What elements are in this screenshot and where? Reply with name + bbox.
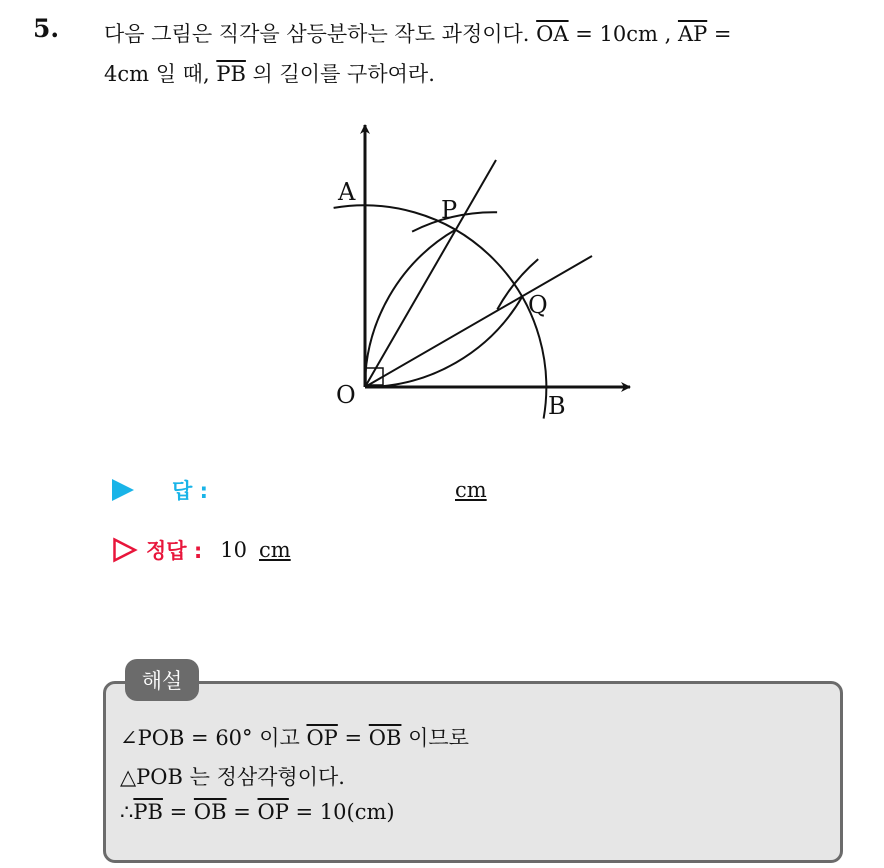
- explanation-text: ∠POB = 60° 이고: [120, 726, 307, 750]
- label-a: A: [338, 178, 356, 206]
- segment-pb: $\overline{PB}$: [133, 800, 163, 824]
- explanation-text: =: [162, 800, 194, 824]
- correct-answer-label: 정답 :: [146, 539, 203, 563]
- explanation-text: =: [226, 800, 258, 824]
- play-filled-icon: [112, 479, 134, 501]
- segment-ob: $\overline{OB}$: [193, 800, 227, 824]
- answer-label: 답 :: [172, 479, 208, 503]
- question-text: 4cm 일 때,: [104, 62, 217, 86]
- segment-pb: $\overline{PB}$: [216, 62, 246, 86]
- play-outline-icon: [112, 537, 138, 563]
- ray-oq: [365, 256, 592, 387]
- question-line-1: [104, 18, 732, 48]
- segment-op: $\overline{OP}$: [257, 800, 289, 824]
- ray-op: [365, 160, 496, 387]
- correct-answer-row: [112, 535, 291, 565]
- correct-answer-value: 10: [220, 538, 248, 562]
- segment-ap: $\overline{AP}$: [677, 22, 708, 46]
- question-line-2: [104, 58, 435, 88]
- explanation-line-2: △POB 는 정삼각형이다.: [120, 765, 345, 789]
- explanation-text: 이므로: [401, 726, 469, 750]
- correct-answer-unit: cm: [259, 538, 291, 562]
- explanation-text: =: [337, 726, 369, 750]
- explanation-text: = 10(cm): [288, 800, 395, 824]
- segment-ob: $\overline{OB}$: [368, 726, 402, 750]
- answer-row: [112, 475, 208, 505]
- label-b: B: [548, 392, 566, 420]
- question-text: = 10cm ,: [568, 22, 678, 46]
- construction-figure: [320, 118, 640, 428]
- question-text: 의 길이를 구하여라.: [245, 62, 435, 86]
- question-number: 5.: [33, 14, 60, 43]
- question-text: 다음 그림은 직각을 삼등분하는 작도 과정이다.: [104, 22, 537, 46]
- label-q: Q: [528, 291, 548, 319]
- explanation-line-1: [120, 722, 469, 752]
- therefore-symbol: ∴: [120, 800, 134, 824]
- segment-op: $\overline{OP}$: [306, 726, 338, 750]
- label-o: O: [336, 381, 356, 409]
- label-p: P: [441, 196, 458, 224]
- segment-oa: $\overline{OA}$: [536, 22, 569, 46]
- answer-unit: cm: [455, 478, 487, 502]
- explanation-line-3: [120, 800, 395, 824]
- question-text: =: [707, 22, 732, 46]
- explanation-tab: 해설: [125, 659, 199, 701]
